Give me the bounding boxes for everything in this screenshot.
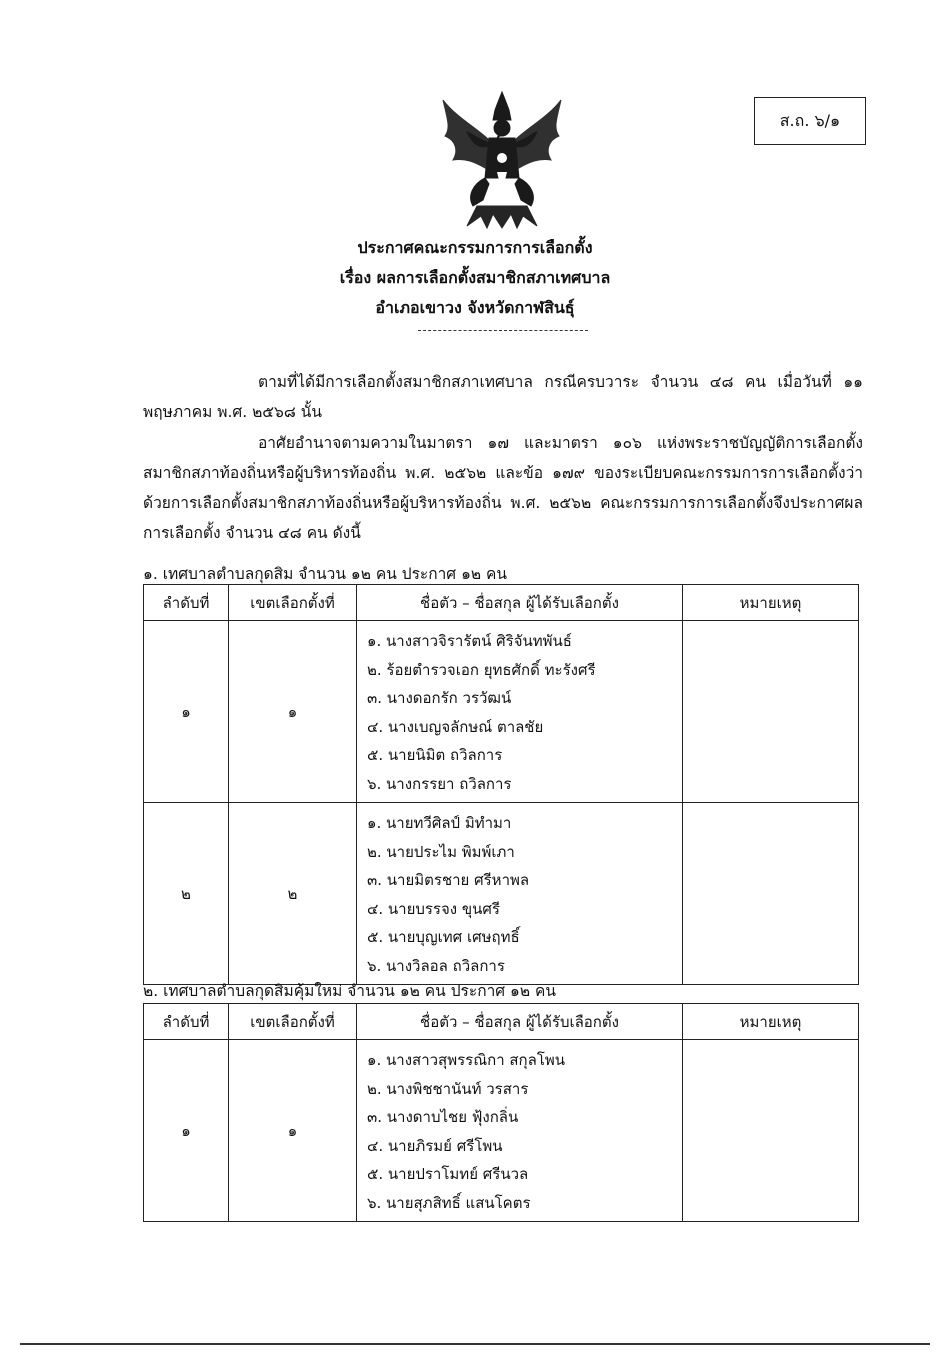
garuda-emblem-icon	[437, 88, 567, 230]
cell-district: ๒	[229, 803, 357, 985]
list-item: ๑. นางสาวจิรารัตน์ ศิริจันทพันธ์	[367, 632, 572, 650]
results-table-1	[143, 584, 859, 985]
header-remark: หมายเหตุ	[683, 1004, 859, 1040]
header-order: ลำดับที่	[144, 1004, 229, 1040]
cell-order: ๒	[144, 803, 229, 985]
list-item: ๕. นายนิมิต ถวิลการ	[367, 746, 503, 764]
list-item: ๔. นายภิรมย์ ศรีโพน	[367, 1136, 503, 1155]
table-header-row	[144, 1004, 859, 1040]
list-item: ๕. นายปราโมทย์ ศรีนวล	[367, 1165, 529, 1183]
table-header-row	[144, 585, 859, 621]
paragraph-authority: อาศัยอำนาจตามความในมาตรา ๑๗ และมาตรา ๑๐๖ แห่งพระราชบัญญัติการเลือกตั้งสมาชิกสภาท้องถิ่นหรือผู้บริหารท้องถิ่น พ.ศ. ๒๕๖๒ และข้อ ๑๗๙ ของระเบียบคณะกรรมการการเลือกตั้งว่าด้วยการเลือกตั้งสมาชิกสภาท้องถิ่นหรือผู้บริหารท้องถิ่น พ.ศ. ๒๕๖๒ คณะกรรมการการเลือกตั้งจึงประกาศผลการเลือกตั้ง จำนวน ๔๘ คน ดังนี้	[143, 434, 863, 542]
header-district: เขตเลือกตั้งที่	[229, 1004, 357, 1040]
form-code-box: ส.ถ. ๖/๑	[754, 97, 866, 145]
header-order: ลำดับที่	[144, 585, 229, 621]
section-title-2: ๒. เทศบาลตำบลกุดสิมคุ้มใหม่ จำนวน ๑๒ คน ประกาศ ๑๒ คน	[143, 982, 556, 1000]
list-item: ๖. นางวิลอล ถวิลการ	[367, 956, 505, 975]
list-item: ๒. นางพิชชานันท์ วรสาร	[367, 1079, 529, 1098]
cell-order: ๑	[144, 1040, 229, 1222]
announcement-subject: เรื่อง ผลการเลือกตั้งสมาชิกสภาเทศบาล	[339, 268, 611, 287]
list-item: ๑. นายทวีศิลป์ มิทำมา	[367, 814, 512, 832]
list-item: ๔. นายบรรจง ขุนศรี	[367, 899, 500, 918]
cell-district: ๑	[229, 621, 357, 803]
header-remark: หมายเหตุ	[683, 585, 859, 621]
list-item: ๓. นางดาบไชย ฟุ้งกลิ่น	[367, 1108, 519, 1126]
page-bottom-line	[20, 1343, 930, 1345]
list-item: ๕. นายบุญเทศ เศษฤทธิ์	[367, 928, 520, 946]
title-separator	[418, 330, 588, 331]
cell-district: ๑	[229, 1040, 357, 1222]
table-row	[144, 1040, 859, 1222]
cell-remark	[683, 1040, 859, 1222]
cell-remark	[683, 803, 859, 985]
list-item: ๔. นางเบญจลักษณ์ ตาลชัย	[367, 717, 544, 736]
header-name: ชื่อตัว – ชื่อสกุล ผู้ได้รับเลือกตั้ง	[357, 585, 683, 621]
cell-names	[357, 621, 683, 803]
section-title-1: ๑. เทศบาลตำบลกุดสิม จำนวน ๑๒ คน ประกาศ ๑๒ คน	[143, 565, 508, 583]
table-row	[144, 803, 859, 985]
table-row	[144, 621, 859, 803]
list-item: ๓. นายมิตรชาย ศรีหาพล	[367, 871, 530, 889]
cell-order: ๑	[144, 621, 229, 803]
list-item: ๓. นางดอกรัก วรวัฒน์	[367, 689, 512, 707]
list-item: ๒. ร้อยตำรวจเอก ยุทธศักดิ์ ทะรังศรี	[367, 660, 596, 679]
cell-remark	[683, 621, 859, 803]
results-table-2	[143, 1003, 859, 1222]
list-item: ๖. นายสุภสิทธิ์ แสนโคตร	[367, 1193, 531, 1212]
list-item: ๖. นางกรรยา ถวิลการ	[367, 774, 512, 793]
header-name: ชื่อตัว – ชื่อสกุล ผู้ได้รับเลือกตั้ง	[357, 1004, 683, 1040]
announcement-title: ประกาศคณะกรรมการการเลือกตั้ง	[357, 238, 593, 257]
header-district: เขตเลือกตั้งที่	[229, 585, 357, 621]
list-item: ๑. นางสาวสุพรรณิกา สกุลโพน	[367, 1051, 566, 1069]
announcement-location: อำเภอเขาวง จังหวัดกาฬสินธุ์	[375, 298, 575, 317]
cell-names	[357, 803, 683, 985]
paragraph-intro: ตามที่ได้มีการเลือกตั้งสมาชิกสภาเทศบาล กรณีครบวาระ จำนวน ๔๘ คน เมื่อวันที่ ๑๑ พฤษภาคม พ.ศ. ๒๕๖๘ นั้น	[143, 373, 863, 421]
list-item: ๒. นายประไม พิมพ์เภา	[367, 842, 515, 861]
cell-names	[357, 1040, 683, 1222]
